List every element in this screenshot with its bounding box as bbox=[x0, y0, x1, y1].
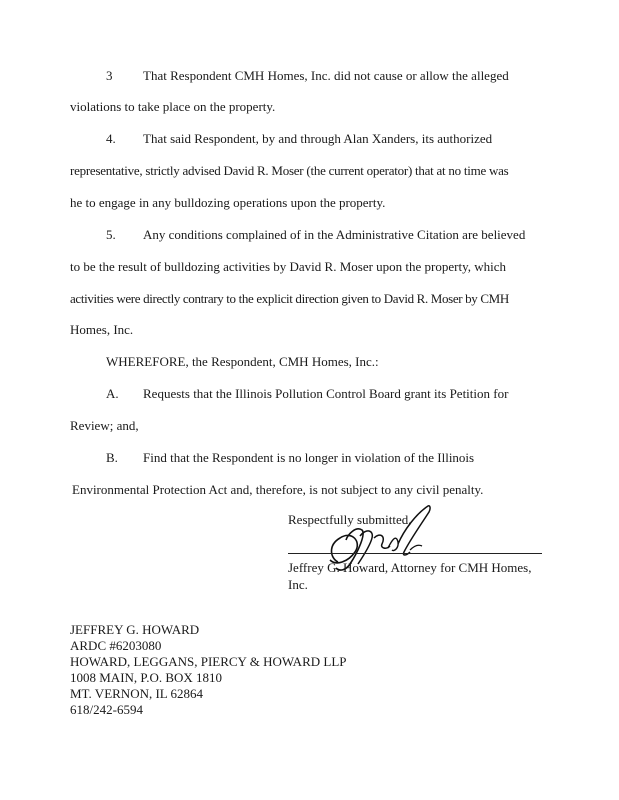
signer-line-1: Jeffrey G. Howard, Attorney for CMH Homes, bbox=[288, 560, 532, 575]
paragraph-5-line-3: activities were directly contrary to the explicit direction given to David R. Moser by CMH bbox=[70, 291, 509, 306]
closing-text: Respectfully submitted, bbox=[288, 512, 412, 527]
signature-line bbox=[288, 553, 542, 554]
signer-line-2: Inc. bbox=[288, 577, 308, 592]
request-b-line-2: Environmental Protection Act and, therefore, is not subject to any civil penalty. bbox=[72, 482, 484, 497]
attorney-street: 1008 MAIN, P.O. BOX 1810 bbox=[70, 670, 223, 685]
paragraph-5-line-4: Homes, Inc. bbox=[70, 322, 134, 337]
paragraph-5-line-2: to be the result of bulldozing activities by David R. Moser upon the property, which bbox=[70, 259, 507, 274]
wherefore-clause: WHEREFORE, the Respondent, CMH Homes, Inc.: bbox=[106, 354, 379, 369]
attorney-name: JEFFREY G. HOWARD bbox=[70, 622, 200, 637]
paragraph-4-line-3: he to engage in any bulldozing operations upon the property. bbox=[70, 195, 386, 210]
paragraph-4-line-1: That said Respondent, by and through Alan Xanders, its authorized bbox=[143, 131, 493, 146]
paragraph-5-line-1: Any conditions complained of in the Administrative Citation are believed bbox=[143, 227, 526, 242]
request-b-letter: B. bbox=[106, 450, 118, 465]
paragraph-3-line-1: That Respondent CMH Homes, Inc. did not cause or allow the alleged bbox=[143, 68, 509, 83]
paragraph-3-line-2: violations to take place on the property. bbox=[70, 99, 276, 114]
paragraph-4-line-2: representative, strictly advised David R. Moser (the current operator) that at no time was bbox=[70, 163, 509, 178]
request-b-line-1: Find that the Respondent is no longer in violation of the Illinois bbox=[143, 450, 475, 465]
attorney-city: MT. VERNON, IL 62864 bbox=[70, 686, 204, 701]
attorney-ardc: ARDC #6203080 bbox=[70, 638, 162, 653]
paragraph-3-number: 3 bbox=[106, 68, 113, 83]
request-a-letter: A. bbox=[106, 386, 119, 401]
attorney-phone: 618/242-6594 bbox=[70, 702, 143, 717]
paragraph-4-number: 4. bbox=[106, 131, 116, 146]
paragraph-5-number: 5. bbox=[106, 227, 116, 242]
attorney-firm: HOWARD, LEGGANS, PIERCY & HOWARD LLP bbox=[70, 654, 347, 669]
request-a-line-2: Review; and, bbox=[70, 418, 139, 433]
request-a-line-1: Requests that the Illinois Pollution Control Board grant its Petition for bbox=[143, 386, 509, 401]
